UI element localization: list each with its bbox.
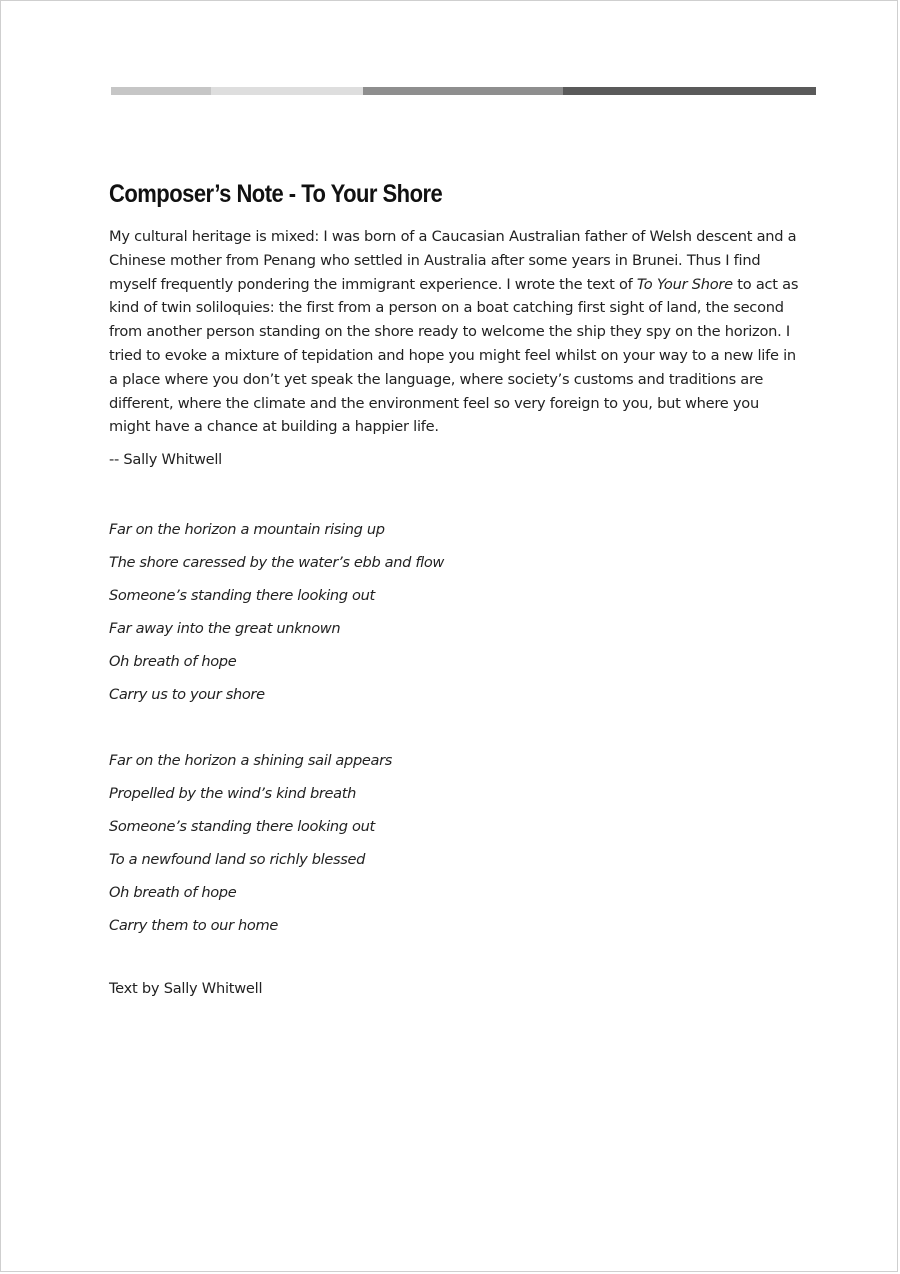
lyric-line: Someone’s standing there looking out [109,818,375,836]
composer-note-paragraph [109,225,799,439]
header-decorative-bar [111,87,816,95]
lyric-line: Far on the horizon a shining sail appears [109,752,392,770]
header-bar-segment [563,87,816,95]
signature: -- Sally Whitwell [109,451,222,469]
lyric-line: The shore caressed by the water’s ebb and flow [109,554,444,572]
header-bar-segment [211,87,363,95]
lyrics-stanza-2 [109,744,799,942]
lyric-line: Carry them to our home [109,917,278,935]
header-bar-segment [111,87,211,95]
note-text-part-1: My cultural heritage is mixed: I was born of a Caucasian Australian father of Welsh descent and a Chinese mother from Penang who settled in Australia after some years in Brunei. Thus I find myself frequently pondering the immigrant experience. I wrote the text of [109,228,797,293]
page-content [109,177,799,1000]
lyric-line: Propelled by the wind’s kind breath [109,785,357,803]
header-bar-segment [363,87,563,95]
lyric-line: Oh breath of hope [109,884,237,902]
lyric-line: Carry us to your shore [109,686,265,704]
lyric-line: Someone’s standing there looking out [109,587,375,605]
note-italic-title: To Your Shore [636,275,733,293]
lyrics-stanza-1 [109,513,799,711]
page-title: Composer’s Note - To Your Shore [109,180,443,208]
lyric-line: To a newfound land so richly blessed [109,851,366,869]
lyric-line: Far on the horizon a mountain rising up [109,521,385,539]
lyric-line: Oh breath of hope [109,653,237,671]
note-text-part-2: to act as kind of twin soliloquies: the first from a person on a boat catching first sight of land, the second from another person standing on the shore ready to welcome the ship they spy on the horizon. I tried to evoke a mixture of tepidation and hope you might feel whilst on your way to a new life in a place where you don’t yet speak the language, where society’s customs and traditions are different, where the climate and the environment feel so very foreign to you, but where you might have a chance at building a happier life. [109,275,799,436]
text-credit: Text by Sally Whitwell [109,980,263,998]
lyric-line: Far away into the great unknown [109,620,341,638]
